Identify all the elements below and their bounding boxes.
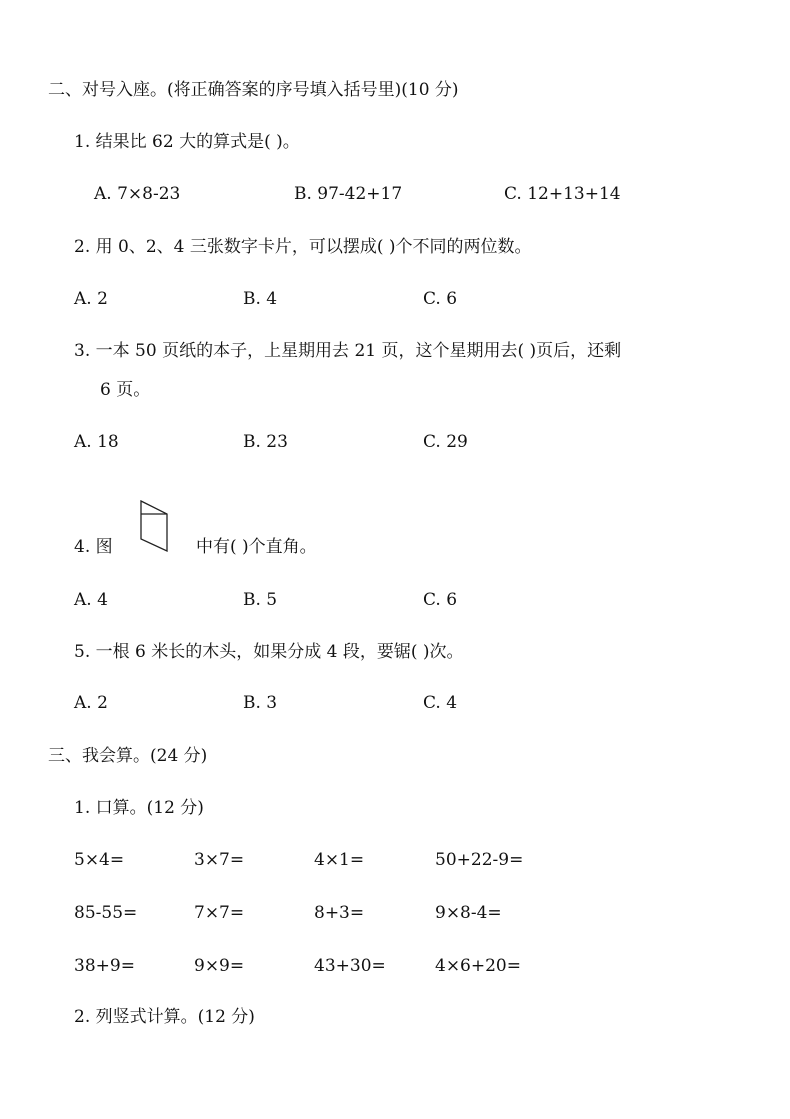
question-4-text-end: 中有( )个直角。 <box>196 537 317 557</box>
section-2-title: 二、对号入座。(将正确答案的序号填入括号里)(10 分) <box>48 80 459 100</box>
mental-math-item: 85-55= <box>74 903 138 923</box>
question-1-option-b: B. 97-42+17 <box>294 184 403 204</box>
question-1-option-c: C. 12+13+14 <box>504 184 621 204</box>
mental-math-item: 4×1= <box>314 850 365 870</box>
mental-math-title: 1. 口算。(12 分) <box>74 798 204 818</box>
mental-math-item: 43+30= <box>314 956 386 976</box>
question-4-option-a: A. 4 <box>74 590 108 610</box>
question-3-option-a: A. 18 <box>74 432 119 452</box>
question-5-option-c: C. 4 <box>423 693 458 713</box>
question-5-option-b: B. 3 <box>243 693 278 713</box>
question-3-option-c: C. 29 <box>423 432 468 452</box>
question-5-option-a: A. 2 <box>74 693 108 713</box>
question-2-text: 2. 用 0、2、4 三张数字卡片，可以摆成( )个不同的两位数。 <box>74 237 532 257</box>
section-3-title: 三、我会算。(24 分) <box>48 746 208 766</box>
trapezoid-figure <box>139 500 169 552</box>
vertical-calc-title: 2. 列竖式计算。(12 分) <box>74 1007 255 1027</box>
question-3-text-continued: 6 页。 <box>100 380 151 400</box>
mental-math-item: 38+9= <box>74 956 135 976</box>
mental-math-item: 3×7= <box>194 850 245 870</box>
question-2-option-b: B. 4 <box>243 289 278 309</box>
question-4-text-start: 4. 图 <box>74 537 113 557</box>
mental-math-item: 7×7= <box>194 903 245 923</box>
question-3-text: 3. 一本 50 页纸的本子，上星期用去 21 页，这个星期用去( )页后，还剩 <box>74 341 622 361</box>
question-5-text: 5. 一根 6 米长的木头，如果分成 4 段，要锯( )次。 <box>74 642 464 662</box>
question-2-option-c: C. 6 <box>423 289 458 309</box>
question-1-text: 1. 结果比 62 大的算式是( )。 <box>74 132 300 152</box>
question-4-option-c: C. 6 <box>423 590 458 610</box>
mental-math-item: 9×8-4= <box>435 903 502 923</box>
mental-math-item: 5×4= <box>74 850 125 870</box>
question-1-option-a: A. 7×8-23 <box>94 184 181 204</box>
mental-math-item: 8+3= <box>314 903 365 923</box>
question-3-option-b: B. 23 <box>243 432 288 452</box>
question-2-option-a: A. 2 <box>74 289 108 309</box>
mental-math-item: 50+22-9= <box>435 850 524 870</box>
question-4-option-b: B. 5 <box>243 590 278 610</box>
mental-math-item: 4×6+20= <box>435 956 521 976</box>
mental-math-item: 9×9= <box>194 956 245 976</box>
